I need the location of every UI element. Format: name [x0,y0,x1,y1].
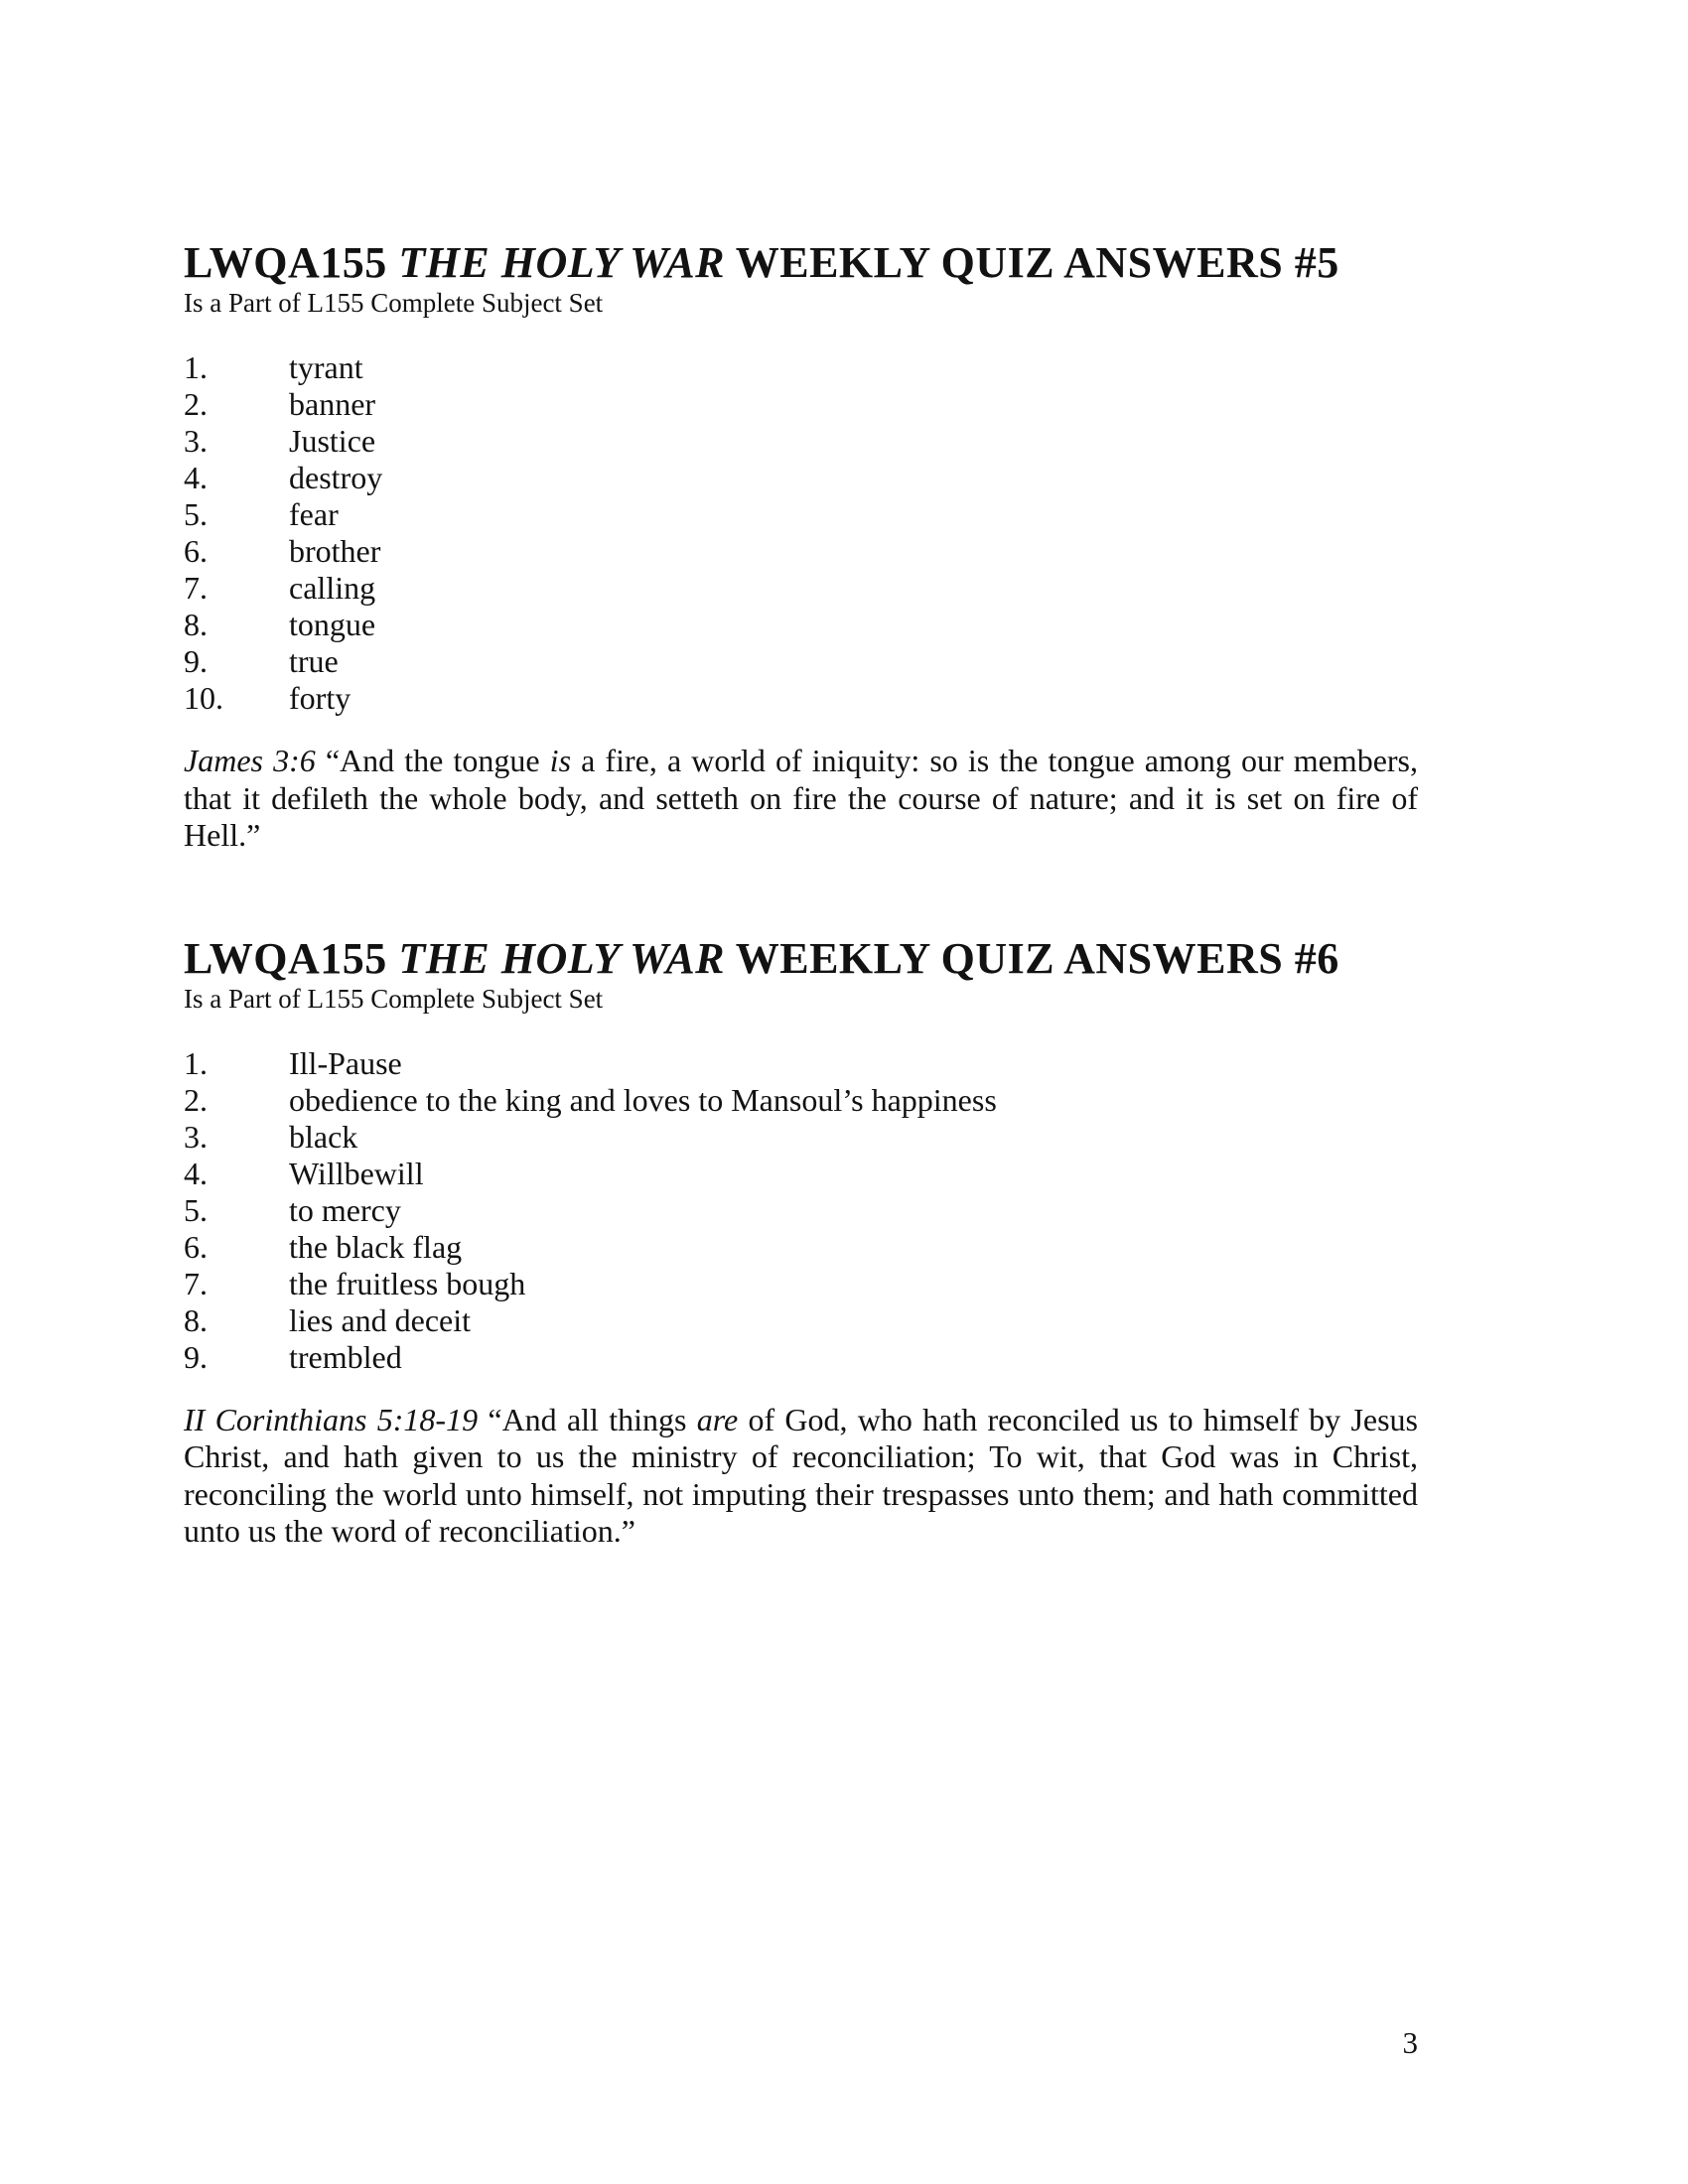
answer-number: 4. [184,1155,208,1191]
answer-row [184,1119,1418,1156]
answer-number: 1. [184,349,208,385]
answer-row [184,460,1418,496]
answer-row [184,1266,1418,1302]
answer-row [184,643,1418,680]
answer-number: 7. [184,1265,208,1301]
answer-text: the fruitless bough [289,1265,526,1301]
answer-number: 10. [184,680,223,716]
answer-text: fear [289,496,339,532]
quote-emphasized-word: is [549,743,572,778]
answer-text: tongue [289,607,376,642]
answer-row [184,533,1418,570]
title-book-name: THE HOLY WAR [398,933,726,983]
answer-number: 7. [184,570,208,606]
answer-row [184,1082,1418,1119]
answer-row [184,496,1418,533]
answer-text: the black flag [289,1228,463,1265]
answer-text: brother [289,533,381,569]
answer-number: 5. [184,496,208,532]
page-number: 3 [1402,2025,1418,2060]
answer-row [184,1156,1418,1192]
answer-text: forty [289,680,352,716]
section-subtitle: Is a Part of L155 Complete Subject Set [184,983,604,1014]
answer-row [184,1192,1418,1229]
answer-text: lies and deceit [289,1301,472,1338]
quiz-section-5 [184,238,1418,855]
answer-text: Ill-Pause [289,1044,402,1081]
quote-text: a fire, a world of iniquity: so is the tongue among our members, that it defileth the whole body, and setteth on fire the course of nature; and it is set on fire of Hell.” [184,743,1419,853]
answer-text: Justice [289,423,376,459]
answer-number: 2. [184,1081,208,1118]
scripture-quote [184,743,1418,855]
answer-text: calling [289,570,376,606]
answer-number: 3. [184,1118,208,1155]
quote-text: of God, who hath reconciled us to himself by Jesus Christ, and hath given to us the ministry of reconciliation; To wit, that God was in Christ, reconciling the world unto himself, not imputing their trespasses unto them; and hath committed unto us the word of reconciliation.” [184,1401,1419,1549]
title-book-name: THE HOLY WAR [398,238,726,287]
answer-number: 5. [184,1191,208,1228]
title-prefix: LWQA155 [184,238,399,287]
answer-text: banner [289,386,376,422]
answer-row [184,1045,1418,1082]
answer-number: 9. [184,1338,208,1375]
scripture-quote [184,1402,1418,1551]
answers-list [184,1045,1418,1376]
answer-number: 4. [184,460,208,495]
answer-number: 8. [184,1301,208,1338]
answers-list [184,349,1418,717]
answer-text: Willbewill [289,1155,424,1191]
answer-row [184,1229,1418,1266]
answer-row [184,607,1418,643]
scripture-reference: II Corinthians 5:18-19 [184,1401,479,1437]
answer-text: tyrant [289,349,363,385]
quote-text: “And all things [478,1401,697,1437]
answer-number: 6. [184,533,208,569]
answer-number: 3. [184,423,208,459]
answer-text: trembled [289,1338,402,1375]
answer-number: 6. [184,1228,208,1265]
answer-number: 8. [184,607,208,642]
quote-text: “And the tongue [315,743,550,778]
answer-row [184,1302,1418,1339]
section-subtitle: Is a Part of L155 Complete Subject Set [184,288,604,318]
section-title [184,238,1418,288]
answer-row [184,570,1418,607]
title-prefix: LWQA155 [184,933,399,983]
answer-text: true [289,643,339,679]
answer-row [184,349,1418,386]
quiz-section-6 [184,934,1418,1551]
answer-text: to mercy [289,1191,401,1228]
scripture-reference: James 3:6 [184,743,316,778]
answer-row [184,1339,1418,1376]
answer-row [184,680,1418,717]
answer-number: 9. [184,643,208,679]
answer-number: 1. [184,1044,208,1081]
quote-emphasized-word: are [696,1401,739,1437]
answer-number: 2. [184,386,208,422]
section-title [184,934,1418,984]
title-suffix: WEEKLY QUIZ ANSWERS #6 [725,933,1339,983]
answer-row [184,386,1418,423]
answer-text: destroy [289,460,383,495]
answer-row [184,423,1418,460]
answer-text: obedience to the king and loves to Mansoul’s happiness [289,1081,997,1118]
title-suffix: WEEKLY QUIZ ANSWERS #5 [725,238,1339,287]
answer-text: black [289,1118,358,1155]
document-body [184,238,1418,1551]
